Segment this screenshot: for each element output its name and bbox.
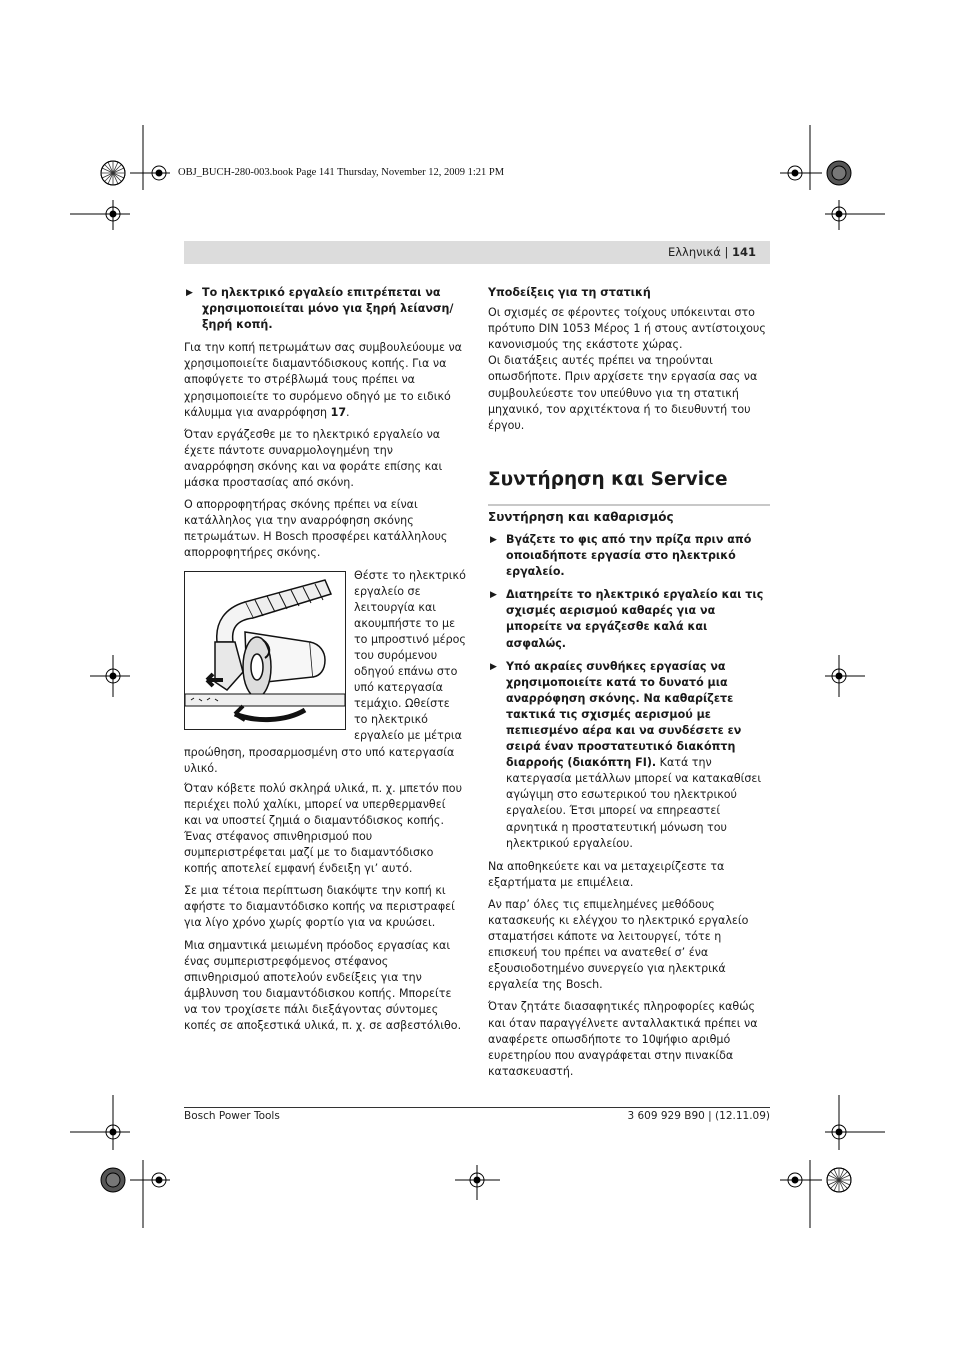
paragraph [184,340,466,420]
registration-crosshair-icon [90,655,130,697]
part-reference: 17 [330,405,347,419]
paragraph: Όταν κόβετε πολύ σκληρά υλικά, π. χ. μπετόν που περιέχει πολύ χαλίκι, μπορεί να υπερθερμανθεί και να υποστεί ζημιά ο διαμαντόδισκος κοπής. Ένας στέφανος σπινθηρισμού που συμπεριστρέφεται μαζί με το διαμαντόδισκο κοπής αποτελεί εμφανή ένδειξη γι’ αυτό. [184,781,462,876]
paragraph: Οι διατάξεις αυτές πρέπει να τηρούνται οπωσδήποτε. Πριν αρχίσετε την εργασία σας να συμβουλεύεστε τον υπεύθυνο για τη στατική μηχανικό, τον αρχιτέκτονα ή το διευθυντή του έργου. [488,354,758,432]
registration-crosshair-icon [780,1160,822,1228]
header-separator: | [724,245,729,259]
color-wheel-icon [827,1168,851,1192]
paragraph: Οι σχισμές σε φέροντες τοίχους υπόκεινται στο πρότυπο DIN 1053 Μέρος 1 ή στους αντίστοιχους κανονισμούς της εκάστοτε χώρας. [488,306,766,352]
registration-crosshair-icon [130,125,170,190]
paragraph: Σε μια τέτοια περίπτωση διακόψτε την κοπή κι αφήστε το διαμαντόδισκο κοπής να περιστραφεί για λίγο χρόνο χωρίς φορτίο για να κρυώσει. [184,884,455,930]
registration-crosshair-icon [825,200,885,230]
bullet-text: Βγάζετε το φις από την πρίζα πριν από οποιαδήποτε εργασία στο ηλεκτρικό εργαλείο. [506,532,752,579]
paragraph: Να αποθηκεύετε και να μεταχειρίζεστε τα εξαρτήματα με επιμέλεια. [488,859,725,889]
paragraph-text: Για την κοπή πετρωμάτων σας συμβουλεύουμε να χρησιμοποιείτε διαμαντόδισκους κοπής. Για να αποφύγετε το στρέβλωμά τους πρέπει να χρησιμοποιείτε το συρόμενο οδηγό με το ειδικό κάλυμμα για αναρρόφηση [184,341,462,419]
right-column [488,285,770,1086]
triangle-right-icon: ▶ [490,590,497,601]
paragraph-end: . [346,405,350,419]
footer-doc-number: 3 609 929 B90 | (12.11.09) [627,1110,770,1122]
left-column [184,285,466,1040]
static-heading: Υποδείξεις για τη στατική [488,286,651,299]
angle-grinder-drawing [185,572,345,729]
header-text [668,245,756,259]
bullet-text: Διατηρείτε το ηλεκτρικό εργαλείο και τις σχισμές αερισμού καθαρές για να μπορείτε να εργάζεσθε καλά και ασφαλώς. [506,588,764,650]
registration-crosshair-icon [825,655,865,697]
footer-rule [184,1107,770,1108]
registration-crosshair-icon [825,1095,885,1150]
triangle-right-icon: ▶ [490,661,497,672]
paragraph: Αν παρ’ όλες τις επιμελημένες μεθόδους κατασκευής κι ελέγχου το ηλεκτρικό εργαλείο σταματήσει κάποτε να λειτουργεί, τότε η επισκευή του πρέπει να ανατεθεί σ’ ένα εξουσιοδοτημένο συνεργείο για ηλεκτρικά εργαλεία της Bosch. [488,897,749,992]
color-wheel-icon [827,161,851,185]
instruction-bullet [488,587,770,651]
page-number: 141 [731,245,756,259]
paragraph: Όταν ζητάτε διασαφητικές πληροφορίες καθώς και όταν παραγγέλνετε ανταλλακτικά πρέπει να αναφέρετε οπωσδήποτε το 10ψήφιο αριθμό ευρετηρίου που αναγράφεται στην πινακίδα κατασκευαστή. [488,1000,758,1078]
instruction-bullet [184,285,466,333]
registration-crosshair-icon [70,1095,130,1150]
color-wheel-icon [101,161,125,185]
registration-crosshair-icon [70,200,130,230]
color-wheel-icon [101,1168,125,1192]
page-header [184,241,770,264]
paragraph: Όταν εργάζεσθε με το ηλεκτρικό εργαλείο να έχετε πάντοτε συναρμολογημένη την αναρρόφηση σκόνης και να φοράτε επίσης και μάσκα προστασίας από σκόνη. [184,427,443,490]
triangle-right-icon: ▶ [490,534,497,545]
instruction-bullet [488,659,770,852]
registration-crosshair-icon [780,125,822,190]
triangle-right-icon: ▶ [186,288,193,298]
header-language: Ελληνικά [667,245,721,259]
bullet-note: Κατά την κατεργασία μετάλλων μπορεί να κατακαθίσει αγώγιμη στο εσωτερικού του ηλεκτρικού εργαλείου. Έτσι μπορεί να επηρεαστεί αρνητικά η προστατευτική μόνωση του ηλεκτρικού εργαλείου. [506,756,762,850]
instruction-bullet [488,532,770,580]
subsection-title: Συντήρηση και καθαρισμός [488,504,770,525]
section-title: Συντήρηση και Service [488,468,728,490]
paragraph-text: Θέστε το ηλεκτρικό εργαλείο σε λειτουργία και ακουμπήστε το με το μπροστινό μέρος του συρόμενου οδηγού επάνω στο υπό κατεργασία τεμάχιο. Ωθείστε το ηλεκτρικό εργαλείο με μέτρια προώθηση, προσαρμοσμένη στο υπό κατεργασία υλικό. [184,568,466,775]
figure-paragraph [184,568,466,777]
paragraph: Μια σημαντικά μειωμένη πρόοδος εργασίας και ένας συμπεριστρεφόμενος στέφανος σπινθηρισμού αποτελούν ενδείξεις για την άμβλυνση του διαμαντόδισκου κοπής. Μπορείτε να τον τροχίσετε πάλι διεξάγοντας σύντομες κοπές σε αποξεστικά υλικά, π. χ. σε ασβεστόλιθο. [184,938,462,1033]
registration-crosshair-icon [130,1160,170,1228]
book-file-line: OBJ_BUCH-280-003.book Page 141 Thursday, November 12, 2009 1:21 PM [178,167,505,178]
bullet-text: Το ηλεκτρικό εργαλείο επιτρέπεται να χρησιμοποιείται μόνο για ξηρή λείανση/ξηρή κοπή. [202,286,454,332]
footer-brand: Bosch Power Tools [184,1110,280,1122]
cutting-guide-illustration [184,571,346,730]
registration-crosshair-icon [455,1165,500,1200]
bullet-text: Υπό ακραίες συνθήκες εργασίας να χρησιμοποιείτε κατά το δυνατό μια αναρρόφηση σκόνης. Να καθαρίζετε τακτικά τις σχισμές αερισμού με πεπιεσμένο αέρα και να συνδέσετε εν σειρά έναν προστατευτικό διακόπτη διαρροής (διακόπτη FI). [506,659,742,770]
paragraph: Ο απορροφητήρας σκόνης πρέπει να είναι κατάλληλος για την αναρρόφηση σκόνης πετρωμάτων. Η Bosch προσφέρει κατάλληλους απορροφητήρες σκόνης. [184,498,448,560]
